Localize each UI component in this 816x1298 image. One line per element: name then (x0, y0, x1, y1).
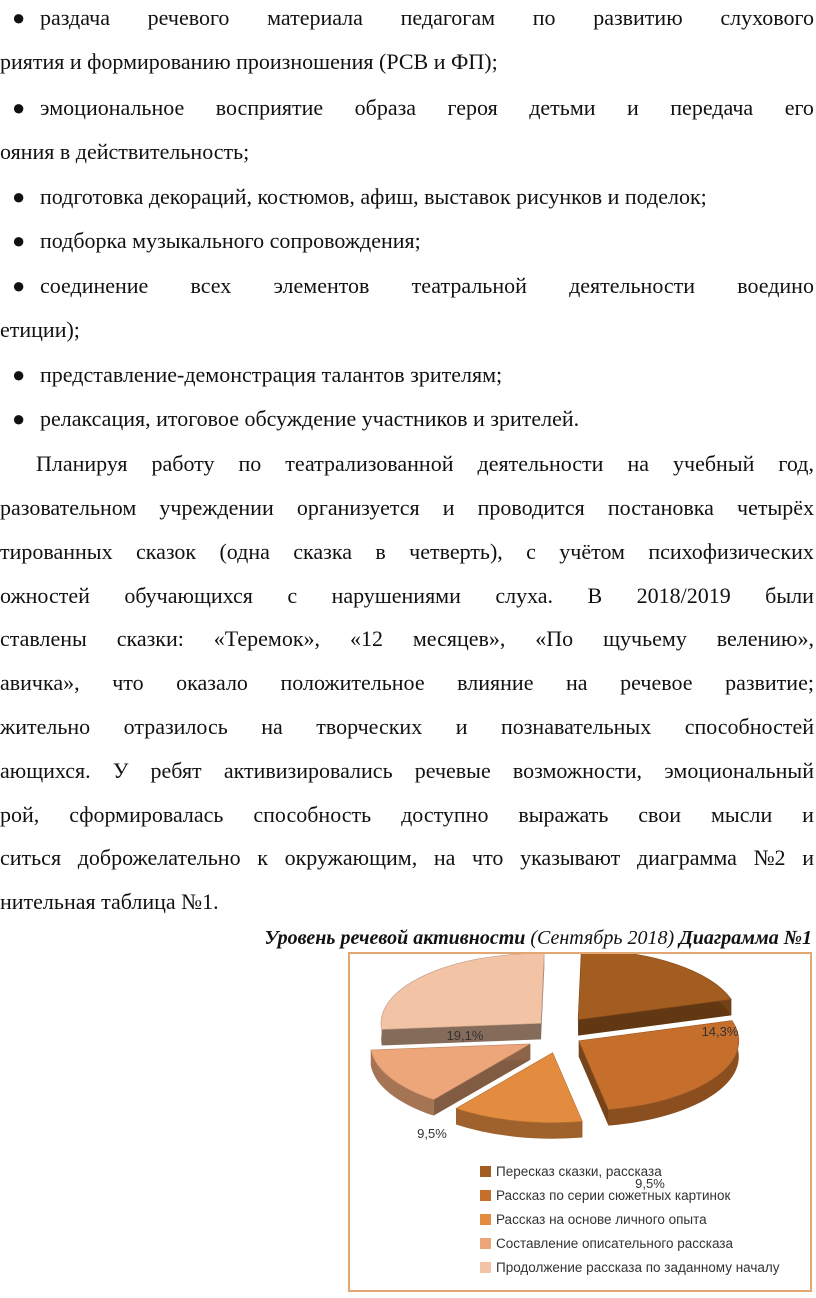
paragraph-line (0, 800, 816, 830)
word: окружающим, (284, 845, 418, 870)
word: сказка (293, 539, 352, 564)
paragraph-line (0, 756, 816, 786)
caption-title: Уровень речевой активности (264, 927, 526, 949)
paragraph-line (0, 712, 816, 742)
bullet-text: релаксация, итоговое обсуждение участников и зрителей. (40, 406, 580, 431)
word: сформировалась (69, 802, 224, 827)
word: год, (778, 451, 814, 476)
word: У (112, 758, 129, 783)
bullet-continuation: риятия и формированию произношения (РСВ и ФП); (0, 49, 498, 74)
word: в (375, 539, 386, 564)
bullet-text: подборка музыкального сопровождения; (40, 228, 421, 253)
legend-swatch (480, 1190, 491, 1201)
bullet-text: представление-демонстрация талантов зрителям; (40, 362, 503, 387)
paragraph-line (0, 843, 816, 873)
word: диаграмма (636, 845, 737, 870)
word: передача (670, 95, 754, 120)
word: его (784, 95, 814, 120)
word: учётом (559, 539, 625, 564)
paragraph-line (0, 449, 816, 479)
word: развитие; (725, 670, 814, 695)
word: выражать (518, 802, 609, 827)
legend-swatch (480, 1166, 491, 1177)
word: воедино (737, 273, 814, 298)
word: отразилось (123, 714, 228, 739)
word: всех (190, 273, 232, 298)
word: элементов (273, 273, 370, 298)
word: разовательном (0, 495, 137, 520)
word: рой, (0, 802, 40, 827)
legend-swatch (480, 1214, 491, 1225)
word: работу (151, 451, 215, 476)
word: авичка», (0, 670, 80, 695)
word: велению», (716, 626, 814, 651)
word: способность (253, 802, 372, 827)
bullet-marker: ● (12, 95, 26, 120)
data-label: 9,5% (635, 1176, 665, 1191)
word: образа (354, 95, 417, 120)
bullet-text (0, 3, 816, 33)
word: с (526, 539, 536, 564)
bullet-marker: ● (12, 184, 26, 209)
legend-label: Рассказ по серии сюжетных картинок (496, 1188, 731, 1203)
word: слухового (720, 5, 814, 30)
word: театрализованной (285, 451, 454, 476)
word: щучьему (603, 626, 687, 651)
word: были (765, 583, 814, 608)
legend-label: Составление описательного рассказа (496, 1236, 733, 1251)
bullet-marker: ● (12, 5, 26, 30)
bullet-continuation: ояния в действительность; (0, 139, 250, 164)
word: психофизических (648, 539, 814, 564)
word: жительно (0, 714, 91, 739)
paragraph-line (0, 668, 816, 698)
word: познавательных (500, 714, 652, 739)
legend-label: Пересказ сказки, рассказа (496, 1164, 662, 1179)
word: сказок (135, 539, 197, 564)
word: влияние (457, 670, 534, 695)
word: четверть), (409, 539, 503, 564)
word: и (802, 845, 814, 870)
word: речевые (414, 758, 491, 783)
word: и (455, 714, 468, 739)
word: обучающихся (124, 583, 253, 608)
word: месяцев», (412, 626, 506, 651)
word: доброжелательно (77, 845, 241, 870)
word: по (238, 451, 262, 476)
word: эмоциональное (40, 95, 185, 120)
word: тированных (0, 539, 113, 564)
word: слуха. (495, 583, 554, 608)
word: по (532, 5, 556, 30)
word: В (587, 583, 603, 608)
word: на (261, 714, 283, 739)
legend-label: Продолжение рассказа по заданному началу (496, 1260, 780, 1275)
word: (одна (219, 539, 270, 564)
word: нарушениями (331, 583, 461, 608)
bullet-text (0, 271, 816, 301)
word: свои (638, 802, 682, 827)
word: сказки: (116, 626, 184, 651)
word: к (257, 845, 268, 870)
word: театральной (411, 273, 527, 298)
pie-chart (348, 952, 812, 1292)
legend-label: Рассказ на основе личного опыта (496, 1212, 707, 1227)
word: активизировались (223, 758, 393, 783)
word: проводится (477, 495, 585, 520)
word: материала (267, 5, 363, 30)
legend-swatch (480, 1238, 491, 1249)
word: «Теремок», (213, 626, 321, 651)
bullet-text: подготовка декораций, костюмов, афиш, выставок рисунков и поделок; (40, 184, 707, 209)
word: на (566, 670, 588, 695)
word: №2 (753, 845, 786, 870)
word: способностей (684, 714, 814, 739)
word: «12 (349, 626, 383, 651)
word: Планируя (36, 451, 128, 476)
word: «По (535, 626, 574, 651)
word: четырёх (737, 495, 814, 520)
word: что (112, 670, 144, 695)
data-label: 19,1% (446, 1028, 484, 1043)
word: ребят (150, 758, 202, 783)
word: указывают (520, 845, 621, 870)
word: что (472, 845, 504, 870)
chart-caption (265, 924, 812, 952)
word: творческих (316, 714, 423, 739)
word: учебный (673, 451, 755, 476)
bullet-text (0, 93, 816, 123)
word: на (627, 451, 650, 476)
word: раздача (40, 5, 110, 30)
word: деятельности (477, 451, 604, 476)
paragraph-line (0, 537, 816, 567)
word: ожностей (0, 583, 90, 608)
paragraph-line (0, 624, 816, 654)
word: доступно (401, 802, 489, 827)
word: оказало (176, 670, 248, 695)
paragraph-line: нительная таблица №1. (0, 889, 219, 914)
caption-number: Диаграмма №1 (679, 927, 812, 949)
word: и (802, 802, 814, 827)
word: положительное (280, 670, 425, 695)
word: возможности, (512, 758, 643, 783)
word: постановка (607, 495, 714, 520)
word: речевого (147, 5, 230, 30)
word: ставлены (0, 626, 87, 651)
paragraph-line (0, 581, 816, 611)
data-label: 9,5% (417, 1126, 447, 1141)
word: развитию (593, 5, 683, 30)
bullet-continuation: етиции); (0, 317, 80, 342)
caption-date: (Сентябрь 2018) (525, 927, 680, 949)
word: 2018/2019 (636, 583, 731, 608)
word: ающихся. (0, 758, 91, 783)
bullet-marker: ● (12, 228, 26, 253)
paragraph-line (0, 493, 816, 523)
legend-swatch (480, 1262, 491, 1273)
word: детьми (529, 95, 596, 120)
word: деятельности (569, 273, 696, 298)
word: с (287, 583, 298, 608)
bullet-marker: ● (12, 362, 26, 387)
bullet-marker: ● (12, 406, 26, 431)
word: учреждении (159, 495, 274, 520)
word: восприятие (215, 95, 324, 120)
data-label: 14,3% (701, 1024, 739, 1039)
word: речевое (620, 670, 693, 695)
word: педагогам (400, 5, 496, 30)
word: мысли (711, 802, 773, 827)
word: ситься (0, 845, 62, 870)
word: соединение (40, 273, 149, 298)
word: на (433, 845, 456, 870)
word: героя (447, 95, 498, 120)
word: организуется (296, 495, 420, 520)
word: эмоциональный (664, 758, 814, 783)
word: и (627, 95, 639, 120)
word: и (442, 495, 455, 520)
bullet-marker: ● (12, 273, 26, 298)
